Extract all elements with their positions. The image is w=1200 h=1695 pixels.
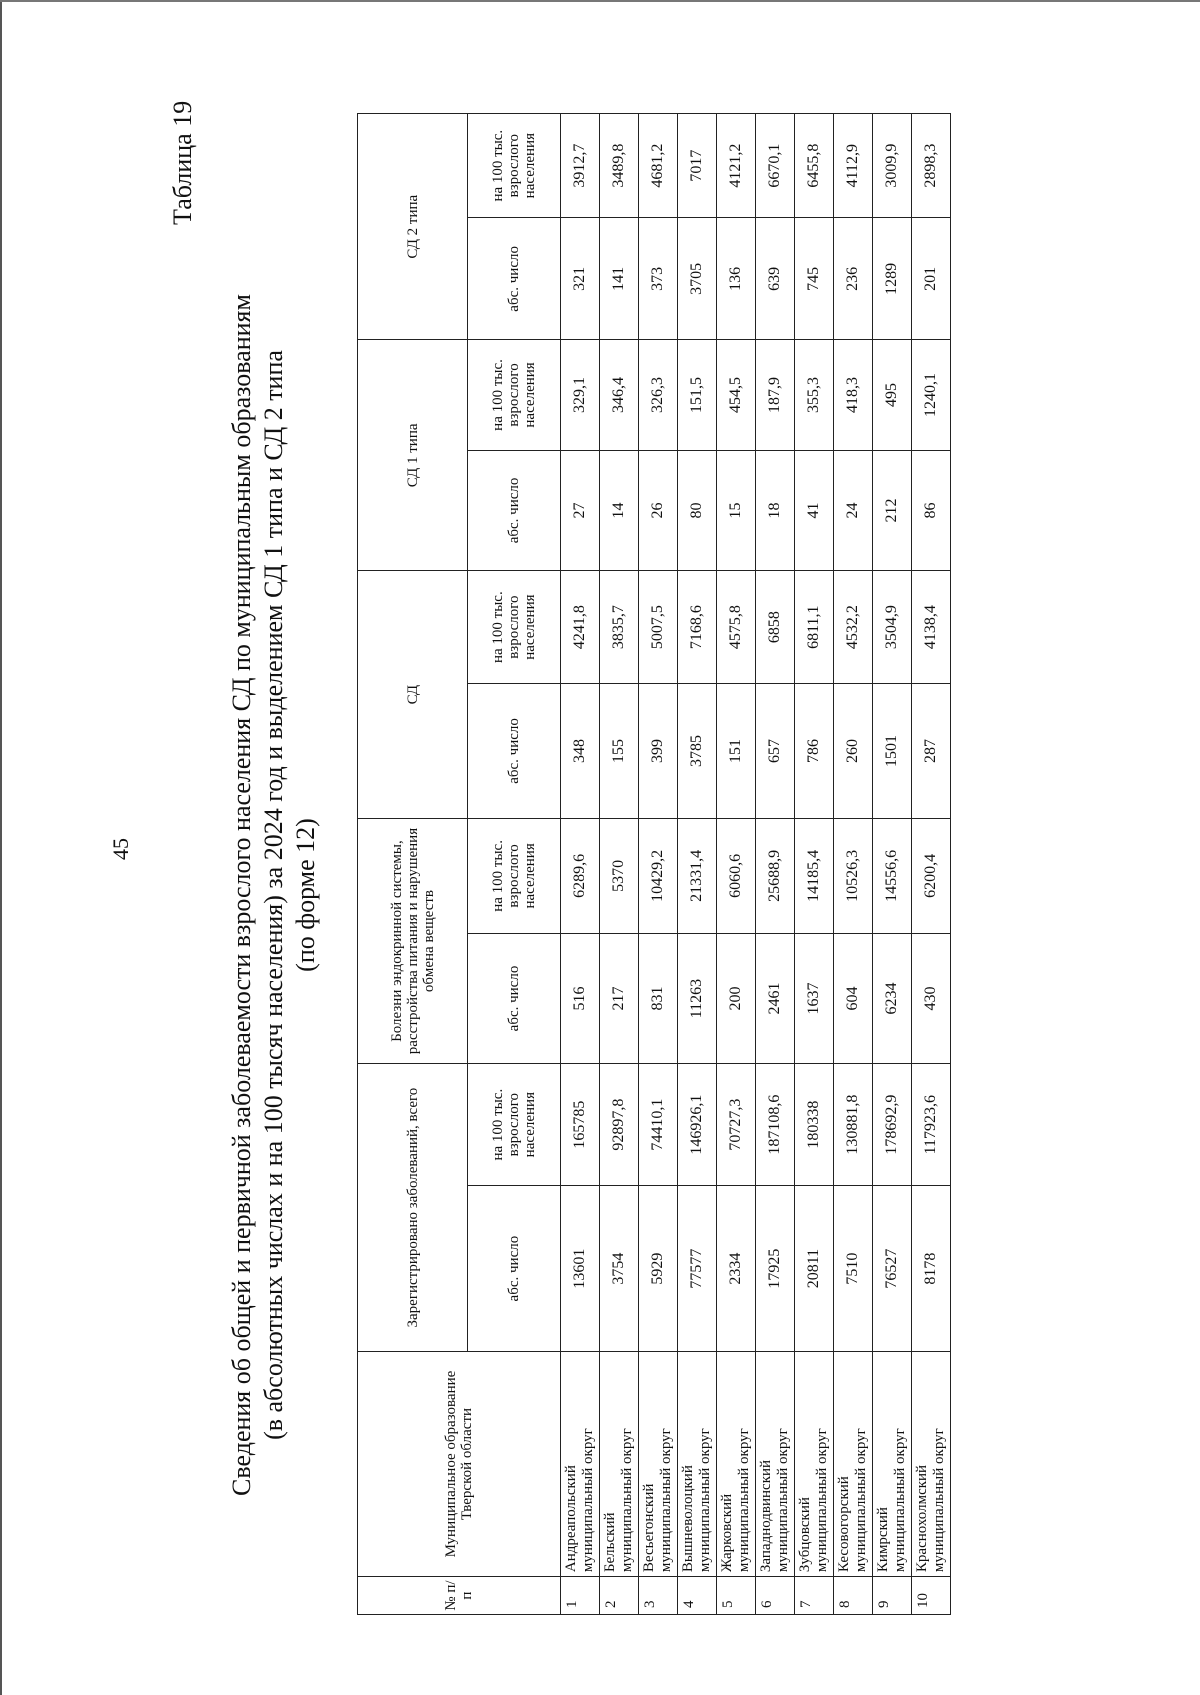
page-number: 45 — [108, 838, 133, 860]
cell-end-rate: 10526,3 — [834, 818, 873, 933]
cell-reg-abs: 17925 — [756, 1186, 795, 1352]
header-municipality: Муниципальное образование Тверской области — [358, 1352, 561, 1577]
cell-sd2-rate: 2898,3 — [912, 114, 951, 218]
header-sd1: СД 1 типа — [358, 340, 468, 571]
municipality-type: муниципальный округ — [853, 1428, 869, 1573]
municipality-name: Бельский — [602, 1512, 618, 1573]
table-row — [600, 114, 639, 1615]
cell-num: 1 — [561, 1577, 600, 1615]
cell-sd1-abs: 80 — [678, 450, 717, 571]
cell-reg-rate: 178692,9 — [873, 1064, 912, 1186]
cell-sd-abs: 657 — [756, 683, 795, 818]
cell-end-abs: 516 — [561, 933, 600, 1063]
subheader-reg-rate: на 100 тыс. взрослого населения — [468, 1064, 561, 1186]
municipality-name: Кимрский — [875, 1507, 891, 1573]
cell-end-rate: 6060,6 — [717, 818, 756, 933]
table-row — [639, 114, 678, 1615]
subheader-sd1-rate: на 100 тыс. взрослого населения — [468, 340, 561, 450]
cell-end-abs: 217 — [600, 933, 639, 1063]
cell-end-abs: 6234 — [873, 933, 912, 1063]
cell-sd1-rate: 326,3 — [639, 340, 678, 450]
cell-sd1-rate: 1240,1 — [912, 340, 951, 450]
title-line-1: Сведения об общей и первичной заболеваемости взрослого населения СД по муниципальным образованиям — [227, 294, 256, 1496]
cell-num: 3 — [639, 1577, 678, 1615]
table-row — [717, 114, 756, 1615]
cell-sd2-rate: 4121,2 — [717, 114, 756, 218]
cell-municipality — [717, 1352, 756, 1577]
cell-reg-abs: 8178 — [912, 1186, 951, 1352]
cell-sd1-rate: 329,1 — [561, 340, 600, 450]
cell-sd-abs: 786 — [795, 683, 834, 818]
cell-reg-rate: 187108,6 — [756, 1064, 795, 1186]
cell-sd-rate: 5007,5 — [639, 571, 678, 684]
cell-reg-rate: 146926,1 — [678, 1064, 717, 1186]
cell-sd1-rate: 454,5 — [717, 340, 756, 450]
cell-num: 8 — [834, 1577, 873, 1615]
cell-end-abs: 831 — [639, 933, 678, 1063]
cell-num: 6 — [756, 1577, 795, 1615]
cell-sd-abs: 399 — [639, 683, 678, 818]
cell-sd2-rate: 6670,1 — [756, 114, 795, 218]
cell-municipality — [873, 1352, 912, 1577]
cell-sd2-rate: 6455,8 — [795, 114, 834, 218]
subheader-sd-abs: абс. число — [468, 683, 561, 818]
cell-sd-abs: 260 — [834, 683, 873, 818]
municipality-type: муниципальный округ — [736, 1428, 752, 1573]
cell-end-abs: 604 — [834, 933, 873, 1063]
cell-reg-abs: 2334 — [717, 1186, 756, 1352]
table-label: Таблица 19 — [168, 100, 197, 225]
cell-sd2-abs: 236 — [834, 218, 873, 340]
cell-sd1-abs: 212 — [873, 450, 912, 571]
municipality-name: Весьегонский — [641, 1483, 657, 1573]
cell-sd1-abs: 27 — [561, 450, 600, 571]
title-line-2: (в абсолютных числах и на 100 тысяч населения) за 2024 год и выделением СД 1 типа и СД 2 типа — [259, 350, 288, 1440]
cell-reg-abs: 5929 — [639, 1186, 678, 1352]
cell-sd-rate: 7168,6 — [678, 571, 717, 684]
cell-sd-rate: 4532,2 — [834, 571, 873, 684]
subheader-sd2-abs: абс. число — [468, 218, 561, 340]
cell-municipality — [756, 1352, 795, 1577]
municipality-type: муниципальный округ — [775, 1428, 791, 1573]
cell-num: 7 — [795, 1577, 834, 1615]
cell-reg-abs: 13601 — [561, 1186, 600, 1352]
table-row — [561, 114, 600, 1615]
municipality-name: Кесовогорский — [836, 1476, 852, 1573]
cell-municipality — [834, 1352, 873, 1577]
cell-num: 10 — [912, 1577, 951, 1615]
municipality-type: муниципальный округ — [697, 1428, 713, 1573]
municipality-type: муниципальный округ — [658, 1428, 674, 1573]
cell-end-abs: 11263 — [678, 933, 717, 1063]
cell-sd1-abs: 41 — [795, 450, 834, 571]
municipality-name: Западнодвинский — [758, 1459, 774, 1573]
cell-reg-rate: 165785 — [561, 1064, 600, 1186]
cell-sd2-abs: 136 — [717, 218, 756, 340]
table-row — [912, 114, 951, 1615]
cell-sd2-rate: 3009,9 — [873, 114, 912, 218]
cell-sd1-rate: 355,3 — [795, 340, 834, 450]
cell-reg-abs: 7510 — [834, 1186, 873, 1352]
cell-sd2-abs: 321 — [561, 218, 600, 340]
subheader-end-rate: на 100 тыс. взрослого населения — [468, 818, 561, 933]
cell-reg-abs: 76527 — [873, 1186, 912, 1352]
cell-sd2-rate: 3489,8 — [600, 114, 639, 218]
cell-end-abs: 1637 — [795, 933, 834, 1063]
cell-sd-rate: 6858 — [756, 571, 795, 684]
municipality-name: Вышневолоцкий — [680, 1465, 696, 1573]
cell-sd-rate: 6811,1 — [795, 571, 834, 684]
cell-reg-rate: 117923,6 — [912, 1064, 951, 1186]
cell-reg-abs: 20811 — [795, 1186, 834, 1352]
cell-municipality — [561, 1352, 600, 1577]
subheader-sd-rate: на 100 тыс. взрослого населения — [468, 571, 561, 684]
cell-sd2-abs: 141 — [600, 218, 639, 340]
subheader-end-abs: абс. число — [468, 933, 561, 1063]
cell-sd-rate: 4575,8 — [717, 571, 756, 684]
cell-municipality — [600, 1352, 639, 1577]
cell-sd1-rate: 418,3 — [834, 340, 873, 450]
cell-end-rate: 5370 — [600, 818, 639, 933]
cell-sd-rate: 4138,4 — [912, 571, 951, 684]
title-line-3: (по форме 12) — [291, 818, 320, 972]
cell-reg-rate: 180338 — [795, 1064, 834, 1186]
cell-end-rate: 21331,4 — [678, 818, 717, 933]
cell-sd2-abs: 373 — [639, 218, 678, 340]
cell-sd-abs: 287 — [912, 683, 951, 818]
municipality-type: муниципальный округ — [931, 1428, 947, 1573]
cell-end-rate: 14556,6 — [873, 818, 912, 933]
cell-sd1-rate: 495 — [873, 340, 912, 450]
cell-municipality — [639, 1352, 678, 1577]
cell-num: 2 — [600, 1577, 639, 1615]
cell-sd1-abs: 24 — [834, 450, 873, 571]
table-row — [795, 114, 834, 1615]
cell-reg-abs: 77577 — [678, 1186, 717, 1352]
municipality-name: Зубцовский — [797, 1497, 813, 1573]
municipality-type: муниципальный округ — [580, 1428, 596, 1573]
cell-sd1-abs: 26 — [639, 450, 678, 571]
cell-reg-rate: 70727,3 — [717, 1064, 756, 1186]
cell-sd1-abs: 18 — [756, 450, 795, 571]
municipality-type: муниципальный округ — [814, 1428, 830, 1573]
header-num: № п/п — [358, 1577, 561, 1615]
table-row — [834, 114, 873, 1615]
municipality-name: Андреапольский — [563, 1465, 579, 1573]
document-title — [226, 235, 322, 1555]
table-row — [873, 114, 912, 1615]
cell-sd1-rate: 346,4 — [600, 340, 639, 450]
subheader-sd2-rate: на 100 тыс. взрослого населения — [468, 114, 561, 218]
cell-end-abs: 430 — [912, 933, 951, 1063]
cell-sd-rate: 3835,7 — [600, 571, 639, 684]
cell-sd-rate: 4241,8 — [561, 571, 600, 684]
cell-municipality — [795, 1352, 834, 1577]
municipality-name: Жарковский — [719, 1493, 735, 1573]
cell-num: 5 — [717, 1577, 756, 1615]
cell-end-rate: 25688,9 — [756, 818, 795, 933]
cell-reg-rate: 130881,8 — [834, 1064, 873, 1186]
header-registered: Зарегистрировано заболеваний, всего — [358, 1064, 468, 1352]
cell-sd1-rate: 187,9 — [756, 340, 795, 450]
cell-sd-abs: 3785 — [678, 683, 717, 818]
header-sd2: СД 2 типа — [358, 114, 468, 340]
cell-end-abs: 200 — [717, 933, 756, 1063]
cell-end-rate: 14185,4 — [795, 818, 834, 933]
cell-sd1-abs: 14 — [600, 450, 639, 571]
cell-sd2-rate: 4112,9 — [834, 114, 873, 218]
cell-sd2-abs: 201 — [912, 218, 951, 340]
subheader-sd1-abs: абс. число — [468, 450, 561, 571]
cell-sd1-rate: 151,5 — [678, 340, 717, 450]
cell-sd-rate: 3504,9 — [873, 571, 912, 684]
cell-sd1-abs: 86 — [912, 450, 951, 571]
cell-end-rate: 6289,6 — [561, 818, 600, 933]
morbidity-table — [357, 113, 951, 1615]
municipality-name: Краснохолмский — [914, 1464, 930, 1573]
cell-sd2-abs: 745 — [795, 218, 834, 340]
cell-end-rate: 6200,4 — [912, 818, 951, 933]
cell-sd2-abs: 1289 — [873, 218, 912, 340]
cell-municipality — [912, 1352, 951, 1577]
header-endocrine: Болезни эндокринной системы, расстройства питания и нарушения обмена веществ — [358, 818, 468, 1063]
cell-num: 9 — [873, 1577, 912, 1615]
municipality-type: муниципальный округ — [619, 1428, 635, 1573]
cell-end-abs: 2461 — [756, 933, 795, 1063]
municipality-type: муниципальный округ — [892, 1428, 908, 1573]
cell-reg-rate: 92897,8 — [600, 1064, 639, 1186]
cell-reg-abs: 3754 — [600, 1186, 639, 1352]
header-sd: СД — [358, 571, 468, 819]
cell-num: 4 — [678, 1577, 717, 1615]
cell-sd2-abs: 3705 — [678, 218, 717, 340]
cell-sd-abs: 348 — [561, 683, 600, 818]
cell-sd2-rate: 3912,7 — [561, 114, 600, 218]
cell-sd2-rate: 4681,2 — [639, 114, 678, 218]
cell-end-rate: 10429,2 — [639, 818, 678, 933]
cell-sd-abs: 155 — [600, 683, 639, 818]
table-row — [678, 114, 717, 1615]
cell-sd1-abs: 15 — [717, 450, 756, 571]
cell-municipality — [678, 1352, 717, 1577]
cell-sd2-rate: 7017 — [678, 114, 717, 218]
cell-reg-rate: 74410,1 — [639, 1064, 678, 1186]
subheader-reg-abs: абс. число — [468, 1186, 561, 1352]
cell-sd-abs: 151 — [717, 683, 756, 818]
table-row — [756, 114, 795, 1615]
cell-sd-abs: 1501 — [873, 683, 912, 818]
cell-sd2-abs: 639 — [756, 218, 795, 340]
